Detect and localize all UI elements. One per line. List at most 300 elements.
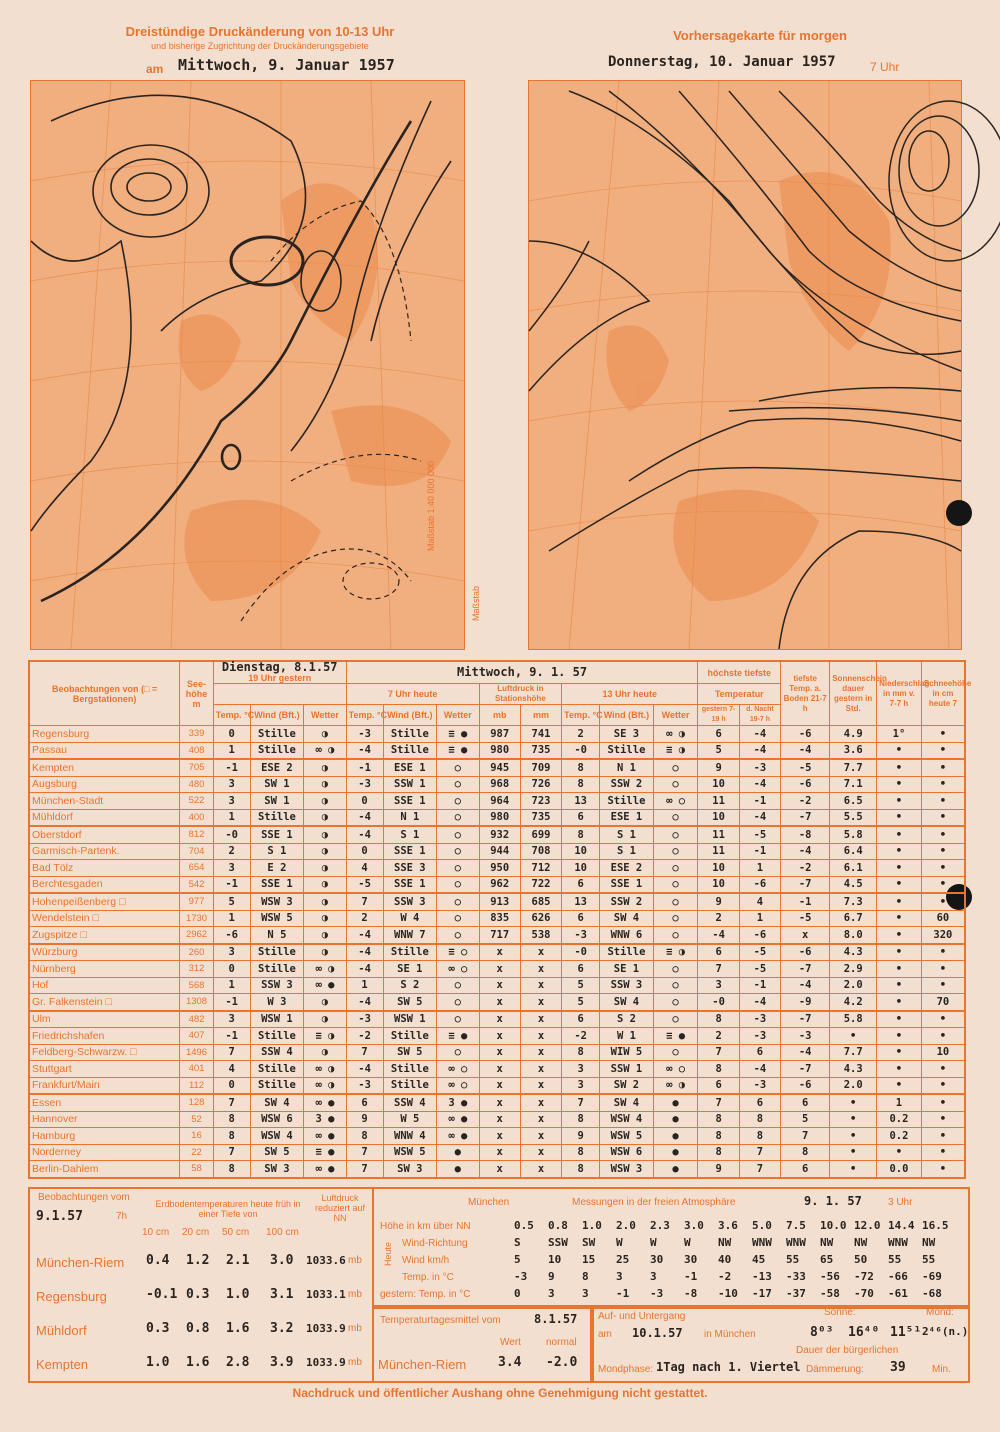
cell-value: • (921, 726, 965, 743)
cell-value: 2 (562, 726, 600, 743)
station-height: 407 (180, 1028, 214, 1045)
station-height: 1308 (180, 994, 214, 1011)
cell-value: W 5 (383, 1111, 437, 1128)
cell-value: 4 (739, 893, 780, 910)
cell-value: ○ (653, 893, 698, 910)
cell-value: 7 (698, 961, 739, 978)
cell-value: 8 (698, 1144, 739, 1161)
station-name: Stuttgart (29, 1061, 180, 1078)
cell-value: WSW 1 (250, 1011, 304, 1028)
cell-value: ○ (437, 1044, 479, 1061)
cell-value: -3 (346, 776, 383, 793)
cell-value: 3 (213, 793, 250, 810)
cell-value: • (877, 776, 922, 793)
cell-value: ○ (653, 809, 698, 826)
cell-value: 987 (479, 726, 520, 743)
cell-value: 1 (213, 977, 250, 994)
upper-air-value: WNW (786, 1236, 806, 1249)
cell-value: SSW 1 (600, 1061, 654, 1078)
cell-value: ○ (653, 776, 698, 793)
cell-value: 626 (520, 910, 561, 927)
upper-row-speed: Wind km/h (402, 1255, 450, 1266)
cell-value: 699 (520, 826, 561, 843)
cell-value: 968 (479, 776, 520, 793)
cell-value: S 2 (383, 977, 437, 994)
cell-value: -3 (739, 1011, 780, 1028)
cell-value: 950 (479, 860, 520, 877)
cell-value: -6 (781, 776, 830, 793)
mean-date: 8.1.57 (534, 1312, 578, 1326)
cell-value: WIW 5 (600, 1044, 654, 1061)
cell-value: ∞ ◑ (304, 742, 346, 759)
cell-value: 4.3 (830, 944, 877, 961)
cell-value: -4 (346, 809, 383, 826)
col-max-yesterday: gestern 7-19 h (698, 705, 739, 726)
station-height: 480 (180, 776, 214, 793)
cell-value: WSW 3 (600, 1161, 654, 1178)
cell-value: 6 (562, 910, 600, 927)
cell-value: • (877, 742, 922, 759)
sunrise: 8⁰³ (810, 1325, 834, 1340)
cell-value: ○ (653, 876, 698, 893)
cell-value: x (520, 961, 561, 978)
cell-value: SSE 1 (250, 876, 304, 893)
cell-value: 3 (562, 1061, 600, 1078)
cell-value: 723 (520, 793, 561, 810)
cell-value: ◑ (304, 759, 346, 776)
cell-value: • (921, 826, 965, 843)
station-height: 568 (180, 977, 214, 994)
station-name: Wendelstein □ (29, 910, 180, 927)
upper-air-value: 14.4 (888, 1219, 915, 1232)
cell-value: ◑ (304, 826, 346, 843)
cell-value: ○ (437, 776, 479, 793)
cell-value: -4 (346, 944, 383, 961)
station-name: Hannover (29, 1111, 180, 1128)
upper-air-value: 3 (582, 1287, 589, 1300)
cell-value: ○ (437, 809, 479, 826)
cell-value: 0.2 (877, 1111, 922, 1128)
cell-value: WSW 4 (250, 1128, 304, 1145)
cell-value: 722 (520, 876, 561, 893)
cell-value: 6 (346, 1094, 383, 1111)
cell-value: • (877, 1044, 922, 1061)
table-row (29, 1077, 965, 1094)
cell-value: Stille (250, 1028, 304, 1045)
col-wind-tue: Wind (Bft.) (250, 705, 304, 726)
left-map-am: am (146, 62, 164, 76)
cell-value: 1 (739, 910, 780, 927)
upper-air-value: 5 (514, 1253, 521, 1266)
cell-value: -4 (781, 742, 830, 759)
upper-air-value: NW (922, 1236, 936, 1249)
cell-value: 2.9 (830, 961, 877, 978)
station-height: 112 (180, 1077, 214, 1094)
cell-value: -4 (698, 927, 739, 944)
twilight-min: Min. (932, 1364, 951, 1375)
soil-pressure-value: 1033.6 (306, 1254, 346, 1267)
moonrise: 11⁵¹ (890, 1325, 922, 1340)
cell-value: ∞ ● (304, 1161, 346, 1178)
cell-value: • (877, 1011, 922, 1028)
right-map-date: Donnerstag, 10. Januar 1957 (608, 54, 836, 70)
cell-value: WSW 5 (250, 910, 304, 927)
cell-value: 712 (520, 860, 561, 877)
station-height: 339 (180, 726, 214, 743)
cell-value: 6.1 (830, 860, 877, 877)
cell-value: • (921, 876, 965, 893)
col-sunshine: Sonnenschein dauer gestern in Std. (830, 661, 877, 726)
upper-air-value: W (616, 1236, 623, 1249)
cell-value: SSW 1 (383, 776, 437, 793)
cell-value: 835 (479, 910, 520, 927)
cell-value: ≡ ◑ (653, 944, 698, 961)
cell-value: 913 (479, 893, 520, 910)
cell-value: -3 (739, 1077, 780, 1094)
cell-value: 7 (346, 1161, 383, 1178)
cell-value: 0 (346, 793, 383, 810)
footer-notice: Nachdruck und öffentlicher Aushang ohne Genehmigung nicht gestattet. (292, 1386, 708, 1400)
cell-value: 3.6 (830, 742, 877, 759)
upper-air-value: 2.0 (616, 1219, 636, 1232)
upper-air-value: -17 (752, 1287, 772, 1300)
cell-value: SW 5 (383, 1044, 437, 1061)
station-height: 2962 (180, 927, 214, 944)
cell-value: 1 (213, 742, 250, 759)
cell-value: 8 (562, 826, 600, 843)
station-name: Kempten (29, 759, 180, 776)
cell-value: 6 (739, 1044, 780, 1061)
cell-value: Stille (250, 809, 304, 826)
cell-value: 980 (479, 809, 520, 826)
cell-value: -4 (739, 1061, 780, 1078)
forecast-map (528, 80, 962, 650)
cell-value: ◑ (304, 1044, 346, 1061)
cell-value: SE 3 (600, 726, 654, 743)
cell-value: -4 (346, 961, 383, 978)
col-precip: Niederschlag in mm v. 7-7 h (877, 661, 922, 726)
cell-value: SSW 4 (383, 1094, 437, 1111)
cell-value: SW 3 (250, 1161, 304, 1178)
cell-value: x (520, 994, 561, 1011)
upper-air-value: 9 (548, 1270, 555, 1283)
cell-value: 3 (698, 977, 739, 994)
upper-side-label: Heute (383, 1241, 394, 1267)
cell-value: SW 4 (600, 1094, 654, 1111)
cell-value: • (877, 1077, 922, 1094)
cell-value: SW 4 (250, 1094, 304, 1111)
upper-time: 3 Uhr (888, 1197, 913, 1208)
upper-air-value: 45 (752, 1253, 766, 1266)
cell-value: -6 (781, 944, 830, 961)
cell-value: SSE 1 (250, 826, 304, 843)
cell-value: -6 (739, 927, 780, 944)
soil-pressure-value: 1033.1 (306, 1288, 346, 1301)
cell-value: SSE 1 (383, 843, 437, 860)
cell-value: SW 2 (600, 1077, 654, 1094)
cell-value: x (520, 1144, 561, 1161)
station-height: 1730 (180, 910, 214, 927)
cell-value: S 2 (600, 1011, 654, 1028)
upper-air-value: WNW (888, 1236, 908, 1249)
cell-value: -3 (739, 759, 780, 776)
upper-air-value: 3 (548, 1287, 555, 1300)
cell-value: -3 (346, 1077, 383, 1094)
cell-value: ● (653, 1161, 698, 1178)
cell-value: 10 (562, 860, 600, 877)
cell-value: 60 (921, 910, 965, 927)
table-row (29, 1128, 965, 1145)
soil-temp-value: 0.8 (186, 1321, 210, 1336)
cell-value: ○ (437, 759, 479, 776)
cell-value: ∞ ● (437, 1111, 479, 1128)
cell-value: Stille (250, 961, 304, 978)
cell-value: x (520, 1011, 561, 1028)
upper-air-value: -37 (786, 1287, 806, 1300)
cell-value: ◑ (304, 927, 346, 944)
cell-value: ● (653, 1111, 698, 1128)
cell-value: W 1 (600, 1028, 654, 1045)
cell-value: • (877, 1028, 922, 1045)
cell-value: SW 4 (600, 994, 654, 1011)
mean-col-value: Wert (500, 1337, 521, 1348)
upper-air-value: -69 (922, 1270, 942, 1283)
cell-value: W 3 (250, 994, 304, 1011)
upper-air-value: NW (820, 1236, 834, 1249)
cell-value: • (877, 893, 922, 910)
station-name: Hohenpeißenberg □ (29, 893, 180, 910)
upper-air-value: -61 (888, 1287, 908, 1300)
sun-moon-block (590, 1305, 970, 1383)
station-height: 128 (180, 1094, 214, 1111)
cell-value: 7 (698, 1094, 739, 1111)
cell-value: 4.2 (830, 994, 877, 1011)
moonphase-label: Mondphase: (598, 1364, 654, 1375)
station-name: Passau (29, 742, 180, 759)
cell-value: ○ (653, 1044, 698, 1061)
cell-value: 0 (346, 843, 383, 860)
sun-mond: Mond: (926, 1307, 954, 1318)
upper-air-value: 65 (820, 1253, 834, 1266)
cell-value: 2 (698, 910, 739, 927)
cell-value: -3 (346, 1011, 383, 1028)
cell-value: • (877, 843, 922, 860)
cell-value: ○ (437, 893, 479, 910)
cell-value: ∞ ● (437, 1128, 479, 1145)
cell-value: WSW 6 (600, 1144, 654, 1161)
cell-value: Stille (250, 944, 304, 961)
upper-air-value: 15 (582, 1253, 596, 1266)
cell-value: x (479, 944, 520, 961)
cell-value: ∞ ◑ (653, 1077, 698, 1094)
col-mb: mb (479, 705, 520, 726)
cell-value: Stille (383, 1077, 437, 1094)
cell-value: 4.3 (830, 1061, 877, 1078)
cell-value: ● (653, 1094, 698, 1111)
soil-temperature-block (28, 1187, 374, 1383)
cell-value: SSE 1 (383, 793, 437, 810)
cell-value: -0 (562, 944, 600, 961)
upper-date: 9. 1. 57 (804, 1194, 862, 1208)
cell-value: -5 (739, 944, 780, 961)
cell-value: ○ (653, 759, 698, 776)
cell-value: SSW 3 (600, 977, 654, 994)
station-name: München-Stadt (29, 793, 180, 810)
cell-value: WNW 6 (600, 927, 654, 944)
cell-value: -3 (739, 1028, 780, 1045)
cell-value: -4 (346, 826, 383, 843)
cell-value: ● (653, 1128, 698, 1145)
cell-value: Stille (250, 742, 304, 759)
cell-value: 7 (781, 1128, 830, 1145)
table-row (29, 977, 965, 994)
sun-sonne: Sonne: (824, 1307, 856, 1318)
col-temperatur: höchste tiefste (698, 661, 781, 684)
cell-value: Stille (383, 944, 437, 961)
cell-value: • (921, 742, 965, 759)
cell-value: ● (653, 1144, 698, 1161)
cell-value: ∞ ● (304, 1094, 346, 1111)
cell-value: SSW 3 (250, 977, 304, 994)
cell-value: ○ (437, 876, 479, 893)
soil-station: Mühldorf (36, 1323, 87, 1338)
cell-value: -4 (739, 994, 780, 1011)
cell-value: • (830, 1028, 877, 1045)
cell-value: SE 1 (600, 961, 654, 978)
cell-value: • (921, 944, 965, 961)
cell-value: 7 (562, 1094, 600, 1111)
cell-value: • (921, 793, 965, 810)
cell-value: ≡ ◑ (653, 742, 698, 759)
cell-value: -6 (739, 876, 780, 893)
table-row (29, 910, 965, 927)
cell-value: -4 (739, 809, 780, 826)
cell-value: ○ (653, 1011, 698, 1028)
cell-value: -5 (781, 759, 830, 776)
cell-value: 5.5 (830, 809, 877, 826)
cell-value: x (479, 977, 520, 994)
cell-value: 4.9 (830, 726, 877, 743)
cell-value: 11 (698, 826, 739, 843)
cell-value: WSW 1 (383, 1011, 437, 1028)
cell-value: 9 (346, 1111, 383, 1128)
cell-value: ∞ ◑ (653, 726, 698, 743)
cell-value: -0 (698, 994, 739, 1011)
cell-value: ∞ ◑ (304, 1061, 346, 1078)
cell-value: -4 (739, 726, 780, 743)
upper-air-value: 10.0 (820, 1219, 847, 1232)
col-min-night: d. Nacht 19-7 h (739, 705, 780, 726)
cell-value: -1 (346, 759, 383, 776)
cell-value: 7 (698, 1044, 739, 1061)
cell-value: 7 (739, 1144, 780, 1161)
cell-value: ∞ ○ (437, 1061, 479, 1078)
mean-title: Temperaturtagesmittel vom (380, 1315, 501, 1326)
station-name: Ulm (29, 1011, 180, 1028)
cell-value: ◑ (304, 776, 346, 793)
cell-value: -0 (213, 826, 250, 843)
upper-air-value: -3 (514, 1270, 528, 1283)
upper-air-value: 30 (650, 1253, 664, 1266)
cell-value: 13 (562, 793, 600, 810)
cell-value: 11 (698, 843, 739, 860)
upper-air-value: SW (582, 1236, 596, 1249)
soil-hour: 7h (116, 1211, 128, 1222)
table-row (29, 843, 965, 860)
soil-station: Regensburg (36, 1289, 107, 1304)
cell-value: 8 (781, 1144, 830, 1161)
station-name: Friedrichshafen (29, 1028, 180, 1045)
soil-temp-value: 1.0 (146, 1355, 170, 1370)
station-height: 408 (180, 742, 214, 759)
cell-value: 8 (562, 776, 600, 793)
cell-value: 8 (562, 1044, 600, 1061)
soil-temp-value: 1.0 (226, 1287, 250, 1302)
cell-value: 2.0 (830, 977, 877, 994)
cell-value: • (877, 994, 922, 1011)
soil-station: Kempten (36, 1357, 89, 1372)
soil-temp-value: 1.2 (186, 1253, 210, 1268)
upper-air-value: S (514, 1236, 521, 1249)
cell-value: 7 (213, 1144, 250, 1161)
cell-value: 6.5 (830, 793, 877, 810)
cell-value: 8 (698, 1011, 739, 1028)
cell-value: ◑ (304, 809, 346, 826)
cell-value: 6 (562, 961, 600, 978)
cell-value: ≡ ● (437, 1028, 479, 1045)
cell-value: • (921, 1011, 965, 1028)
cell-value: 4 (346, 860, 383, 877)
cell-value: ESE 2 (250, 759, 304, 776)
cell-value: x (520, 1128, 561, 1145)
soil-title: Beobachtungen vom (38, 1192, 130, 1203)
cell-value: ○ (437, 860, 479, 877)
cell-value: ≡ ○ (437, 944, 479, 961)
cell-value: ∞ ○ (437, 961, 479, 978)
upper-air-value: 0 (514, 1287, 521, 1300)
cell-value: -7 (781, 1011, 830, 1028)
cell-value: x (479, 1044, 520, 1061)
upper-air-value: -68 (922, 1287, 942, 1300)
upper-air-value: 25 (616, 1253, 630, 1266)
twilight-title: Dauer der bürgerlichen (796, 1345, 899, 1356)
cell-value: N 5 (250, 927, 304, 944)
cell-value: SSE 3 (383, 860, 437, 877)
cell-value: • (921, 1077, 965, 1094)
cell-value: 5.8 (830, 826, 877, 843)
cell-value: 2.0 (830, 1077, 877, 1094)
cell-value: 3 ● (304, 1111, 346, 1128)
cell-value: WNW 7 (383, 927, 437, 944)
soil-depth-label: 50 cm (222, 1227, 250, 1238)
soil-temp-value: 0.3 (146, 1321, 170, 1336)
cell-value: Stille (600, 793, 654, 810)
cell-value: 735 (520, 809, 561, 826)
cell-value: 5.8 (830, 1011, 877, 1028)
cell-value: 964 (479, 793, 520, 810)
upper-air-value: NW (718, 1236, 732, 1249)
soil-depth-label: 20 cm (182, 1227, 210, 1238)
cell-value: x (479, 1111, 520, 1128)
cell-value: 8 (739, 1111, 780, 1128)
col-wind-13: Wind (Bft.) (600, 705, 654, 726)
cell-value: 70 (921, 994, 965, 1011)
table-row (29, 776, 965, 793)
cell-value: 962 (479, 876, 520, 893)
cell-value: x (479, 1028, 520, 1045)
cell-value: • (921, 1061, 965, 1078)
moonphase: 1Tag nach 1. Viertel (656, 1360, 801, 1374)
